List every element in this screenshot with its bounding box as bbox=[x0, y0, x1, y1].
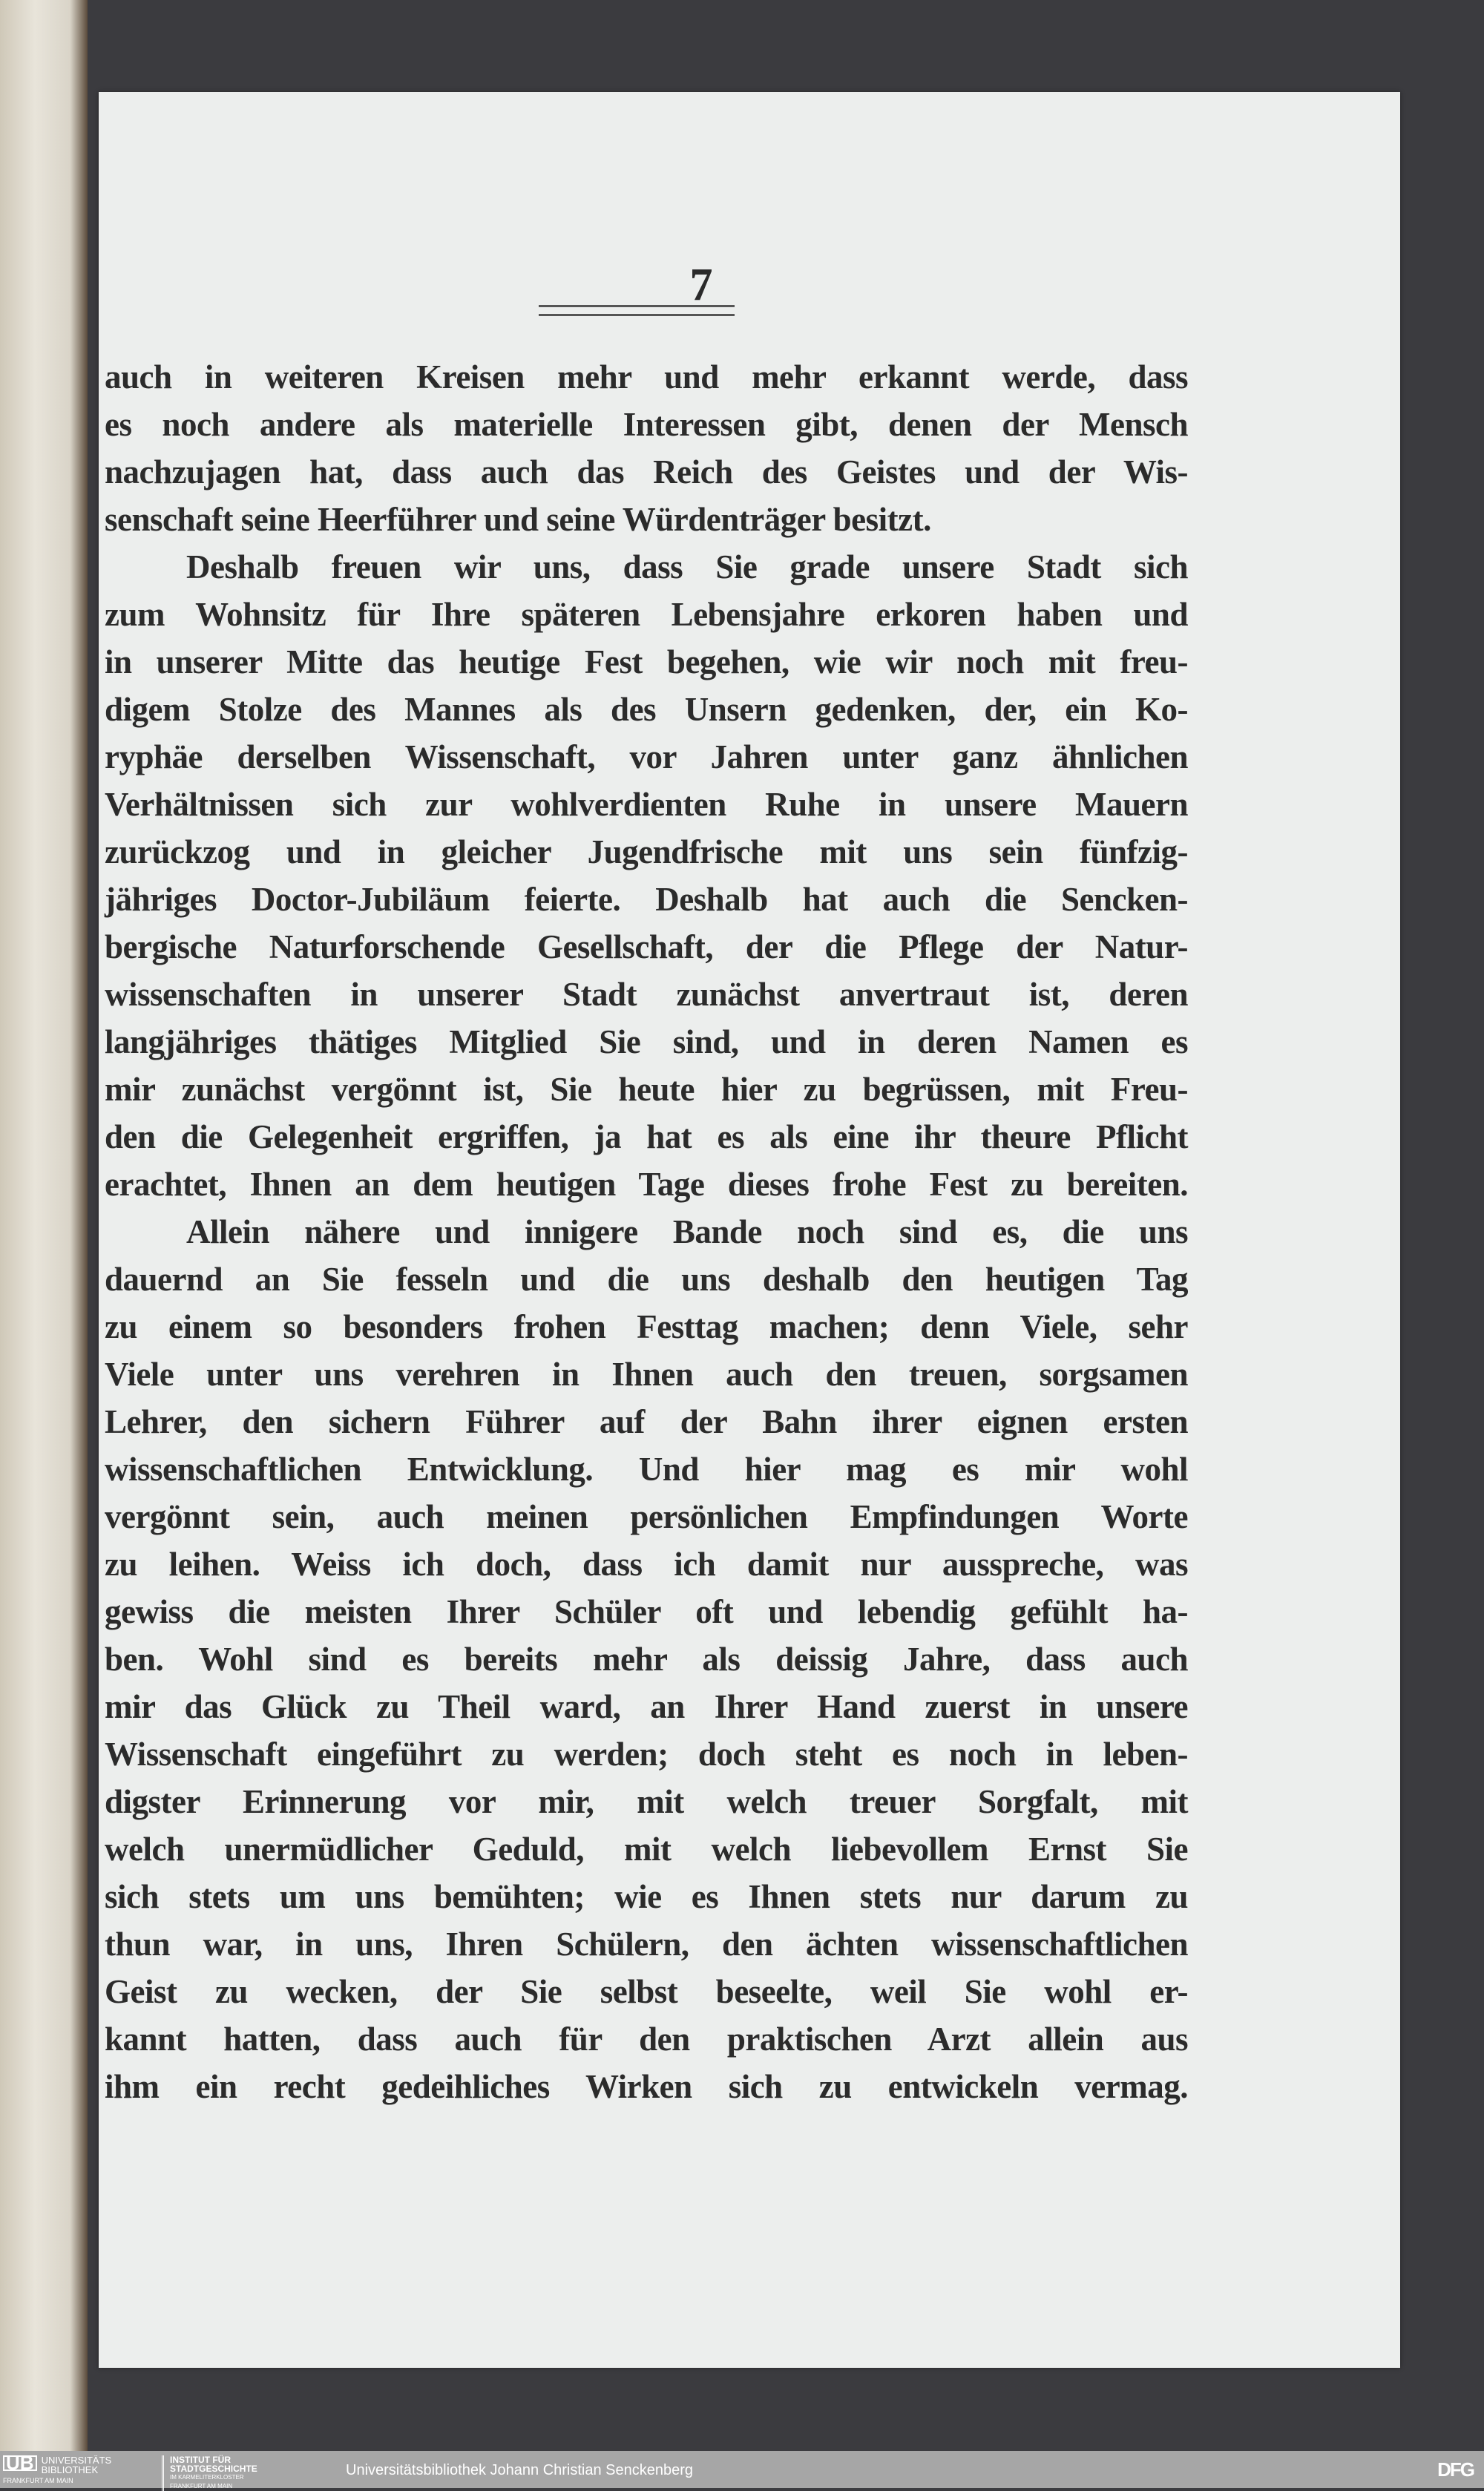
ub-logo[interactable] bbox=[3, 2452, 112, 2486]
book-page bbox=[99, 92, 1400, 2368]
dfg-logo[interactable]: DFG bbox=[1437, 2458, 1474, 2481]
text-line: digem Stolze des Mannes als des Unsern gedenken, der, ein Ko- bbox=[105, 691, 1188, 728]
text-line: es noch andere als materielle Interessen gibt, denen der Mensch bbox=[105, 406, 1188, 443]
text-line: welch unermüdlicher Geduld, mit welch liebevollem Ernst Sie bbox=[105, 1831, 1188, 1868]
text-line: vergönnt sein, auch meinen persönlichen Empfindungen Worte bbox=[105, 1498, 1188, 1535]
text-line: mir zunächst vergönnt ist, Sie heute hier zu begrüssen, mit Freu- bbox=[105, 1071, 1188, 1108]
text-line: ryphäe derselben Wissenschaft, vor Jahren unter ganz ähnlichen bbox=[105, 738, 1188, 775]
text-line: zu leihen. Weiss ich doch, dass ich damit nur ausspreche, was bbox=[105, 1546, 1188, 1583]
body-text bbox=[105, 353, 1188, 2110]
text-line: senschaft seine Heerführer und seine Würdenträger besitzt. bbox=[105, 501, 931, 538]
text-line: in unserer Mitte das heutige Fest begehen, wie wir noch mit freu- bbox=[105, 643, 1188, 680]
text-line: Geist zu wecken, der Sie selbst beseelte, weil Sie wohl er- bbox=[105, 1973, 1188, 2010]
library-name[interactable]: Universitätsbibliothek Johann Christian Senckenberg bbox=[346, 2462, 694, 2478]
text-line: bergische Naturforschende Gesellschaft, der die Pflege der Natur- bbox=[105, 928, 1188, 965]
text-line: wissenschaften in unserer Stadt zunächst anvertraut ist, deren bbox=[105, 976, 1188, 1013]
text-line: digster Erinnerung vor mir, mit welch treuer Sorgfalt, mit bbox=[105, 1783, 1188, 1820]
text-line: jähriges Doctor-Jubiläum feierte. Deshalb hat auch die Sencken- bbox=[105, 881, 1188, 918]
text-line: zurückzog und in gleicher Jugendfrische mit uns sein fünfzig- bbox=[105, 833, 1188, 870]
ub-logo-line: UNIVERSITÄTS bbox=[41, 2455, 112, 2466]
isg-logo-line: FRANKFURT AM MAIN bbox=[170, 2483, 233, 2490]
text-line: ihm ein recht gedeihliches Wirken sich zu entwickeln vermag. bbox=[105, 2068, 1188, 2105]
text-line: zu einem so besonders frohen Festtag machen; denn Viele, sehr bbox=[105, 1308, 1188, 1345]
text-line: langjähriges thätiges Mitglied Sie sind, und in deren Namen es bbox=[105, 1023, 1188, 1060]
text-line: Verhältnissen sich zur wohlverdienten Ruhe in unsere Mauern bbox=[105, 786, 1188, 823]
text-line: auch in weiteren Kreisen mehr und mehr erkannt werde, dass bbox=[105, 358, 1188, 396]
text-line: Lehrer, den sichern Führer auf der Bahn ihrer eignen ersten bbox=[105, 1403, 1188, 1440]
text-line: Allein nähere und innigere Bande noch sind es, die uns bbox=[186, 1213, 1188, 1250]
text-line: den die Gelegenheit ergriffen, ja hat es als eine ihr theure Pflicht bbox=[105, 1118, 1188, 1155]
text-line: thun war, in uns, Ihren Schülern, den ächten wissenschaftlichen bbox=[105, 1926, 1188, 1963]
text-line: zum Wohnsitz für Ihre späteren Lebensjahre erkoren haben und bbox=[105, 596, 1188, 633]
ub-logo-line: FRANKFURT AM MAIN bbox=[3, 2477, 73, 2484]
ub-logo-mark: UB bbox=[3, 2455, 37, 2471]
ub-logo-line: BIBLIOTHEK bbox=[41, 2464, 99, 2475]
page-number: 7 bbox=[689, 260, 713, 310]
text-line: Viele unter uns verehren in Ihnen auch den treuen, sorgsamen bbox=[105, 1356, 1188, 1393]
isg-logo-line: IM KARMELITERKLOSTER bbox=[170, 2474, 244, 2481]
book-edge bbox=[0, 0, 88, 2451]
text-line: Wissenschaft eingeführt zu werden; doch steht es noch in leben- bbox=[105, 1736, 1188, 1773]
text-line: Deshalb freuen wir uns, dass Sie grade unsere Stadt sich bbox=[186, 548, 1188, 585]
footer-bar bbox=[0, 2451, 1484, 2488]
text-line: erachtet, Ihnen an dem heutigen Tage dieses frohe Fest zu bereiten. bbox=[105, 1166, 1188, 1203]
text-line: gewiss die meisten Ihrer Schüler oft und lebendig gefühlt ha- bbox=[105, 1593, 1188, 1630]
isg-logo-line: INSTITUT FÜR bbox=[170, 2455, 231, 2465]
text-line: mir das Glück zu Theil ward, an Ihrer Hand zuerst in unsere bbox=[105, 1688, 1188, 1725]
text-line: ben. Wohl sind es bereits mehr als deissig Jahre, dass auch bbox=[105, 1641, 1188, 1678]
text-line: sich stets um uns bemühten; wie es Ihnen stets nur darum zu bbox=[105, 1878, 1188, 1915]
text-line: wissenschaftlichen Entwicklung. Und hier mag es mir wohl bbox=[105, 1451, 1188, 1488]
header-rule bbox=[539, 305, 735, 316]
text-line: kannt hatten, dass auch für den praktischen Arzt allein aus bbox=[105, 2021, 1188, 2058]
text-line: dauernd an Sie fesseln und die uns deshalb den heutigen Tag bbox=[105, 1261, 1188, 1298]
isg-logo[interactable] bbox=[162, 2455, 257, 2491]
text-line: nachzujagen hat, dass auch das Reich des Geistes und der Wis- bbox=[105, 453, 1188, 490]
isg-logo-line: STADTGESCHICHTE bbox=[170, 2464, 257, 2474]
